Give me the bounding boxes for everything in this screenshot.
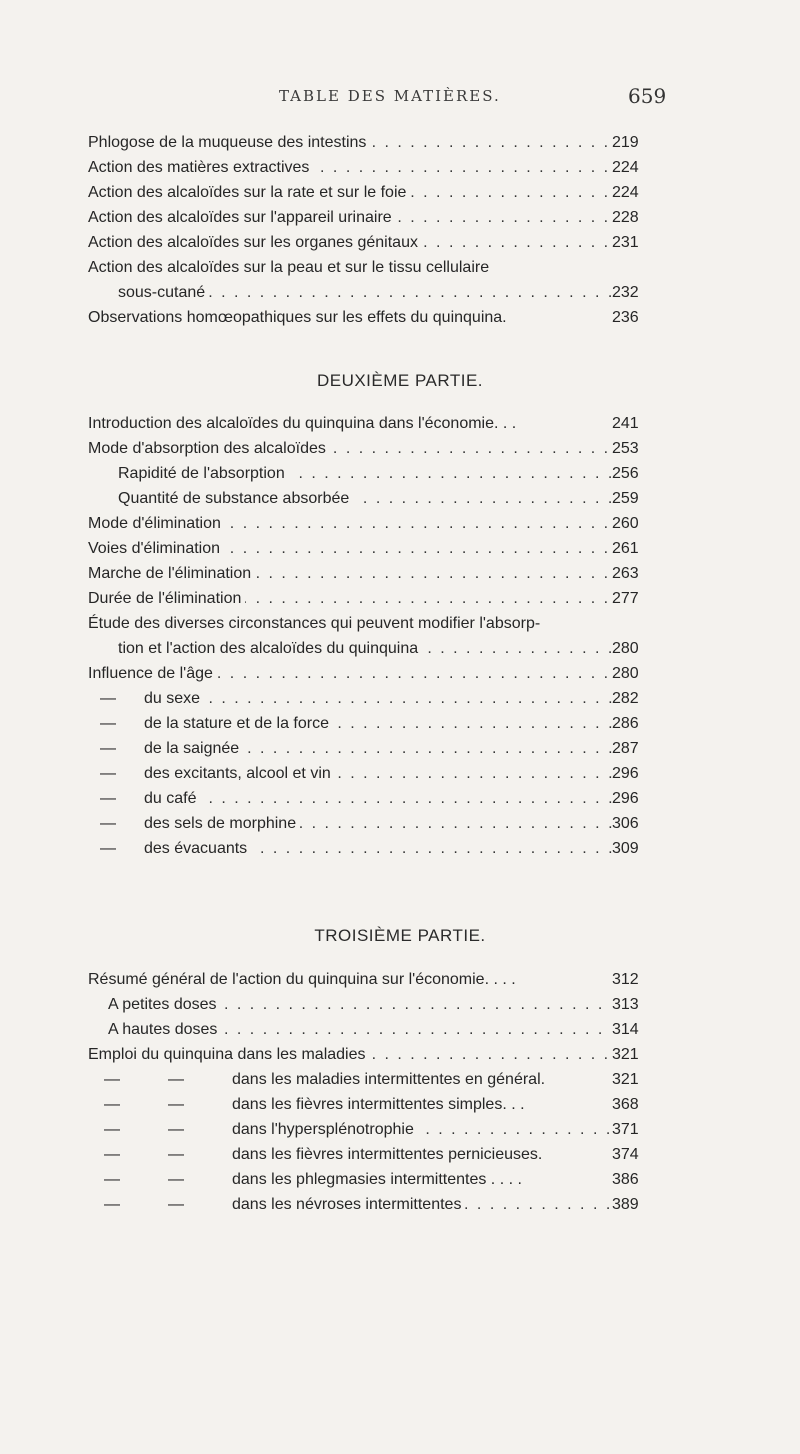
toc-subentry: — du sexe . . . 282: [0, 687, 800, 711]
toc-entry: Emploi du quinquina dans les maladies . . . 321: [0, 1043, 800, 1067]
toc-entry: Action des alcaloïdes sur la rate et sur le foie . . . 224: [0, 181, 800, 205]
toc-entry: Rapidité de l'absorption . . . 256: [0, 462, 800, 486]
toc-subentry: — — dans les névroses intermittentes . . . 389: [0, 1193, 800, 1217]
toc-subentry: — des évacuants . . . 309: [0, 837, 800, 861]
section-title: DEUXIÈME PARTIE.: [316, 371, 484, 390]
toc-entry: Observations homœopathiques sur les effets du quinquina. 236: [88, 309, 639, 326]
toc-entry: A hautes doses . . . 314: [0, 1018, 800, 1042]
toc-subentry: — du café . . . 296: [0, 787, 800, 811]
toc-entry-line2: tion et l'action des alcaloïdes du quinquina . . . 280: [0, 637, 800, 661]
toc-entry: Mode d'absorption des alcaloïdes . . . 253: [0, 437, 800, 461]
toc-entry: Introduction des alcaloïdes du quinquina dans l'économie. . . 241: [88, 415, 639, 432]
toc-subentry: — — dans les phlegmasies intermittentes . . . . 386: [104, 1171, 639, 1188]
toc-subentry: — de la saignée . . . 287: [0, 737, 800, 761]
toc-subentry: — — dans les fièvres intermittentes pernicieuses. 374: [104, 1146, 639, 1163]
toc-entry: A petites doses . . . 313: [0, 993, 800, 1017]
toc-entry: Action des alcaloïdes sur les organes génitaux . . . 231: [0, 231, 800, 255]
toc-subentry: — — dans les maladies intermittentes en général. 321: [104, 1071, 639, 1088]
toc-subentry: — — dans les fièvres intermittentes simples. . . 368: [104, 1096, 639, 1113]
toc-subentry: — — dans l'hypersplénotrophie . . . 371: [0, 1118, 800, 1142]
toc-entry: Mode d'élimination . . . 260: [0, 512, 800, 536]
toc-entry: Quantité de substance absorbée . . . 259: [0, 487, 800, 511]
page-number: 659: [628, 84, 667, 108]
toc-entry: Résumé général de l'action du quinquina sur l'économie. . . . 312: [88, 971, 639, 988]
toc-subentry: — de la stature et de la force . . . 286: [0, 712, 800, 736]
toc-entry-line1: Action des alcaloïdes sur la peau et sur le tissu cellulaire: [88, 259, 490, 276]
toc-entry: Action des alcaloïdes sur l'appareil urinaire . . . 228: [0, 206, 800, 230]
toc-entry: Influence de l'âge . . . 280: [0, 662, 800, 686]
toc-entry-line2: sous-cutané . . . 232: [0, 281, 800, 305]
toc-entry-line1: Étude des diverses circonstances qui peuvent modifier l'absorp-: [88, 615, 541, 632]
toc-entry: Phlogose de la muqueuse des intestins . . . 219: [0, 131, 800, 155]
toc-entry: Marche de l'élimination . . . 263: [0, 562, 800, 586]
page-header: [0, 84, 800, 109]
running-title: TABLE DES MATIÈRES.: [279, 87, 501, 105]
toc-entry: Durée de l'élimination . . . 277: [0, 587, 800, 611]
toc-subentry: — des excitants, alcool et vin . . . 296: [0, 762, 800, 786]
toc-entry: Voies d'élimination . . . 261: [0, 537, 800, 561]
toc-entry: Action des matières extractives . . . 224: [0, 156, 800, 180]
section-title: TROISIÈME PARTIE.: [314, 926, 486, 945]
toc-subentry: — des sels de morphine . . . 306: [0, 812, 800, 836]
